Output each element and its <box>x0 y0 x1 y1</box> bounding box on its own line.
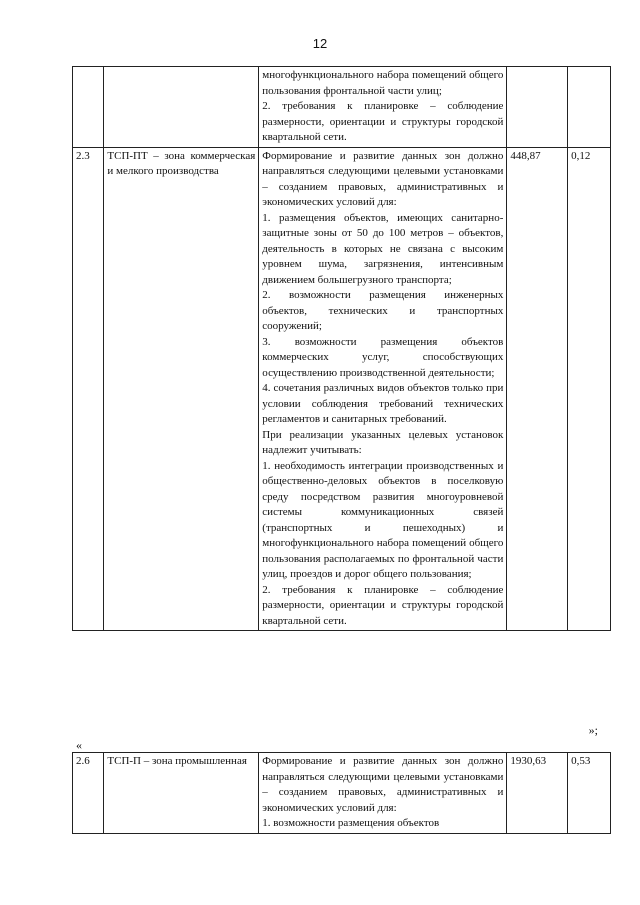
table-row-2-6 <box>73 753 611 834</box>
zone-description-cell <box>259 147 507 631</box>
zones-table-new <box>72 752 611 834</box>
opening-quote: « <box>76 738 82 752</box>
table-row-continued <box>73 67 611 148</box>
page-bottom-margin <box>0 868 640 905</box>
zone-name-cell: ТСП-П – зона промышленная <box>104 753 259 834</box>
description-paragraph: При реализации указанных целевых установок надлежит учитывать: <box>262 428 504 456</box>
description-paragraph: Формирование и развитие данных зон должно направляться следующими целевыми установками – созданием правовых, административных и экономических условий для: <box>262 149 504 208</box>
zone-description-text <box>262 68 503 146</box>
description-paragraph: 2. возможности размещения инженерных объектов, технических и транспортных сооружений; <box>262 289 504 332</box>
description-paragraph: Формирование и развитие данных зон должно направляться следующими целевыми установками – созданием правовых, административных и экономических условий для: <box>262 755 504 814</box>
description-paragraph: 4. сочетания различных видов объектов только при условии соблюдения требований технических регламентов и санитарных требований. <box>262 382 504 425</box>
description-paragraph: 1. размещения объектов, имеющих санитарно-защитные зоны от 50 до 100 метров – объектов, деятельность в которых не связана с высоким уровнем шума, загрязнения, интенсивным движением большегрузного транспорта; <box>262 211 504 286</box>
description-paragraph: 3. возможности размещения объектов коммерческих услуг, способствующих осуществлению производственной деятельности; <box>262 335 504 379</box>
zone-description-text <box>262 149 503 630</box>
zone-area-cell: 1930,63 <box>507 753 568 834</box>
zone-percent-cell: 0,53 <box>568 753 611 834</box>
zone-description-cell <box>259 753 507 834</box>
description-paragraph: 2. требования к планировке – соблюдение размерности, ориентации и структуры городской квартальной сети. <box>262 100 504 143</box>
description-paragraph: многофункционального набора помещений общего пользования фронтальной части улиц; <box>262 69 504 97</box>
row-number-cell: 2.6 <box>73 753 104 834</box>
row-number-cell: 2.3 <box>73 147 104 631</box>
zone-description-cell <box>259 67 507 148</box>
zone-name-cell <box>104 67 259 148</box>
description-paragraph: 1. возможности размещения объектов <box>262 817 440 829</box>
page-number: 12 <box>312 36 328 51</box>
zone-percent-cell: 0,12 <box>568 147 611 631</box>
zone-name-cell: ТСП-ПТ – зона коммерческая и мелкого производства <box>104 147 259 631</box>
closing-quote: »; <box>588 723 598 737</box>
table-row-2-3 <box>73 147 611 631</box>
row-number-cell <box>73 67 104 148</box>
description-paragraph: 2. требования к планировке – соблюдение размерности, ориентации и структуры городской квартальной сети. <box>262 583 504 627</box>
zone-area-cell: 448,87 <box>507 147 568 631</box>
zone-area-cell <box>507 67 568 148</box>
zone-percent-cell <box>568 67 611 148</box>
zone-description-text <box>262 754 503 832</box>
zones-table-continued <box>72 66 611 631</box>
description-paragraph: 1. необходимость интеграции производственных и общественно-деловых объектов в поселковую среду посредством развития многоуровневой системы коммуникационных связей (транспортных и пешеходных) и многофункционального набора помещений общего пользования располагаемых по фронтальной части улиц, проездов и дорог общего пользования; <box>262 459 504 580</box>
